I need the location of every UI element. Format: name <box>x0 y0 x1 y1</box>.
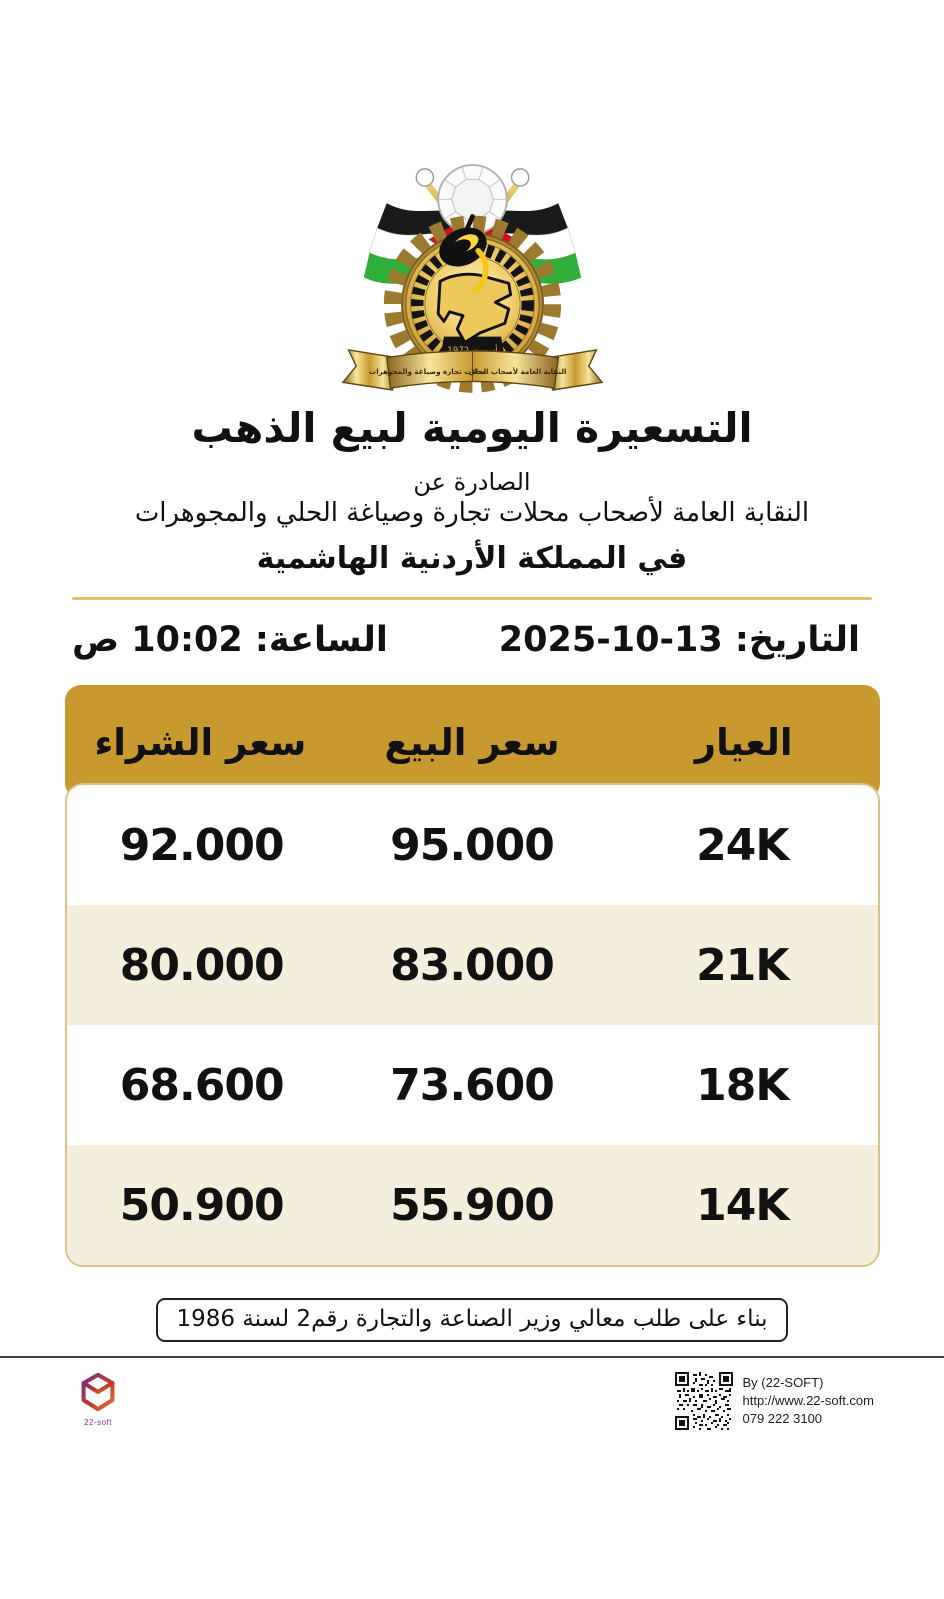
header-sell: سعر البيع <box>384 720 560 764</box>
buy-cell: 68.600 <box>119 1059 284 1111</box>
footer-by: By (22-SOFT) <box>742 1374 824 1390</box>
karat-cell: 21K <box>696 939 789 991</box>
sell-cell: 83.000 <box>390 939 554 991</box>
karat-cell: 24K <box>696 819 789 871</box>
karat-cell: 18K <box>696 1059 789 1111</box>
footer-url: http://www.22-soft.com <box>742 1392 874 1408</box>
price-table <box>65 685 880 1267</box>
table-row <box>67 1025 878 1145</box>
buy-cell: 80.000 <box>119 939 284 991</box>
time-part <box>72 620 388 660</box>
syndicate-name: النقابة العامة لأصحاب محلات تجارة وصياغة الحلي والمجوهرات <box>134 498 810 528</box>
date-part <box>499 620 860 660</box>
brand-cube-icon <box>80 1372 116 1412</box>
header-buy: سعر الشراء <box>94 720 307 764</box>
buy-cell: 50.900 <box>119 1179 284 1231</box>
buy-cell: 92.000 <box>119 819 284 871</box>
soft-text <box>743 1374 875 1429</box>
qr-code-icon <box>675 1372 733 1430</box>
syndicate-emblem-logo <box>320 140 625 396</box>
ribbon-banner <box>342 350 601 390</box>
footer <box>0 1358 944 1430</box>
karat-cell: 14K <box>696 1179 789 1231</box>
table-header <box>65 685 880 799</box>
issued-by-line: الصادرة عن <box>413 468 531 496</box>
date-label: التاريخ: <box>734 620 860 660</box>
ribbon-text-right: النقابة العامة لأصحاب الحلي <box>467 366 566 376</box>
time-label: الساعة: <box>254 620 388 660</box>
emblem-wrap <box>0 0 944 400</box>
time-value: 10:02 ص <box>72 620 243 660</box>
note-text: بناء على طلب معالي وزير الصناعة والتجارة رقم2 لسنة 1986 <box>176 1306 768 1332</box>
gold-divider <box>72 597 872 600</box>
sell-cell: 73.600 <box>390 1059 554 1111</box>
date-value: 13-10-2025 <box>498 620 723 660</box>
note-box <box>156 1298 787 1342</box>
brand-caption: 22-soft <box>84 1418 112 1427</box>
sell-cell: 95.000 <box>390 819 554 871</box>
page-title: التسعيرة اليومية لبيع الذهب <box>191 404 753 452</box>
footer-phone: 079 222 3100 <box>742 1411 823 1427</box>
kingdom-name: في المملكة الأردنية الهاشمية <box>256 541 688 576</box>
note-wrap <box>0 1298 944 1342</box>
table-row <box>67 785 878 905</box>
brand-block <box>80 1372 116 1427</box>
soft-block <box>675 1372 875 1430</box>
table-row <box>67 1145 878 1265</box>
date-time-row <box>0 620 944 660</box>
table-body <box>65 783 880 1267</box>
table-row <box>67 905 878 1025</box>
header-karat: العيار <box>694 720 793 764</box>
sell-cell: 55.900 <box>390 1179 554 1231</box>
ribbon-text-left: محلات تجارة وصياغة والمجوهرات <box>368 366 486 376</box>
